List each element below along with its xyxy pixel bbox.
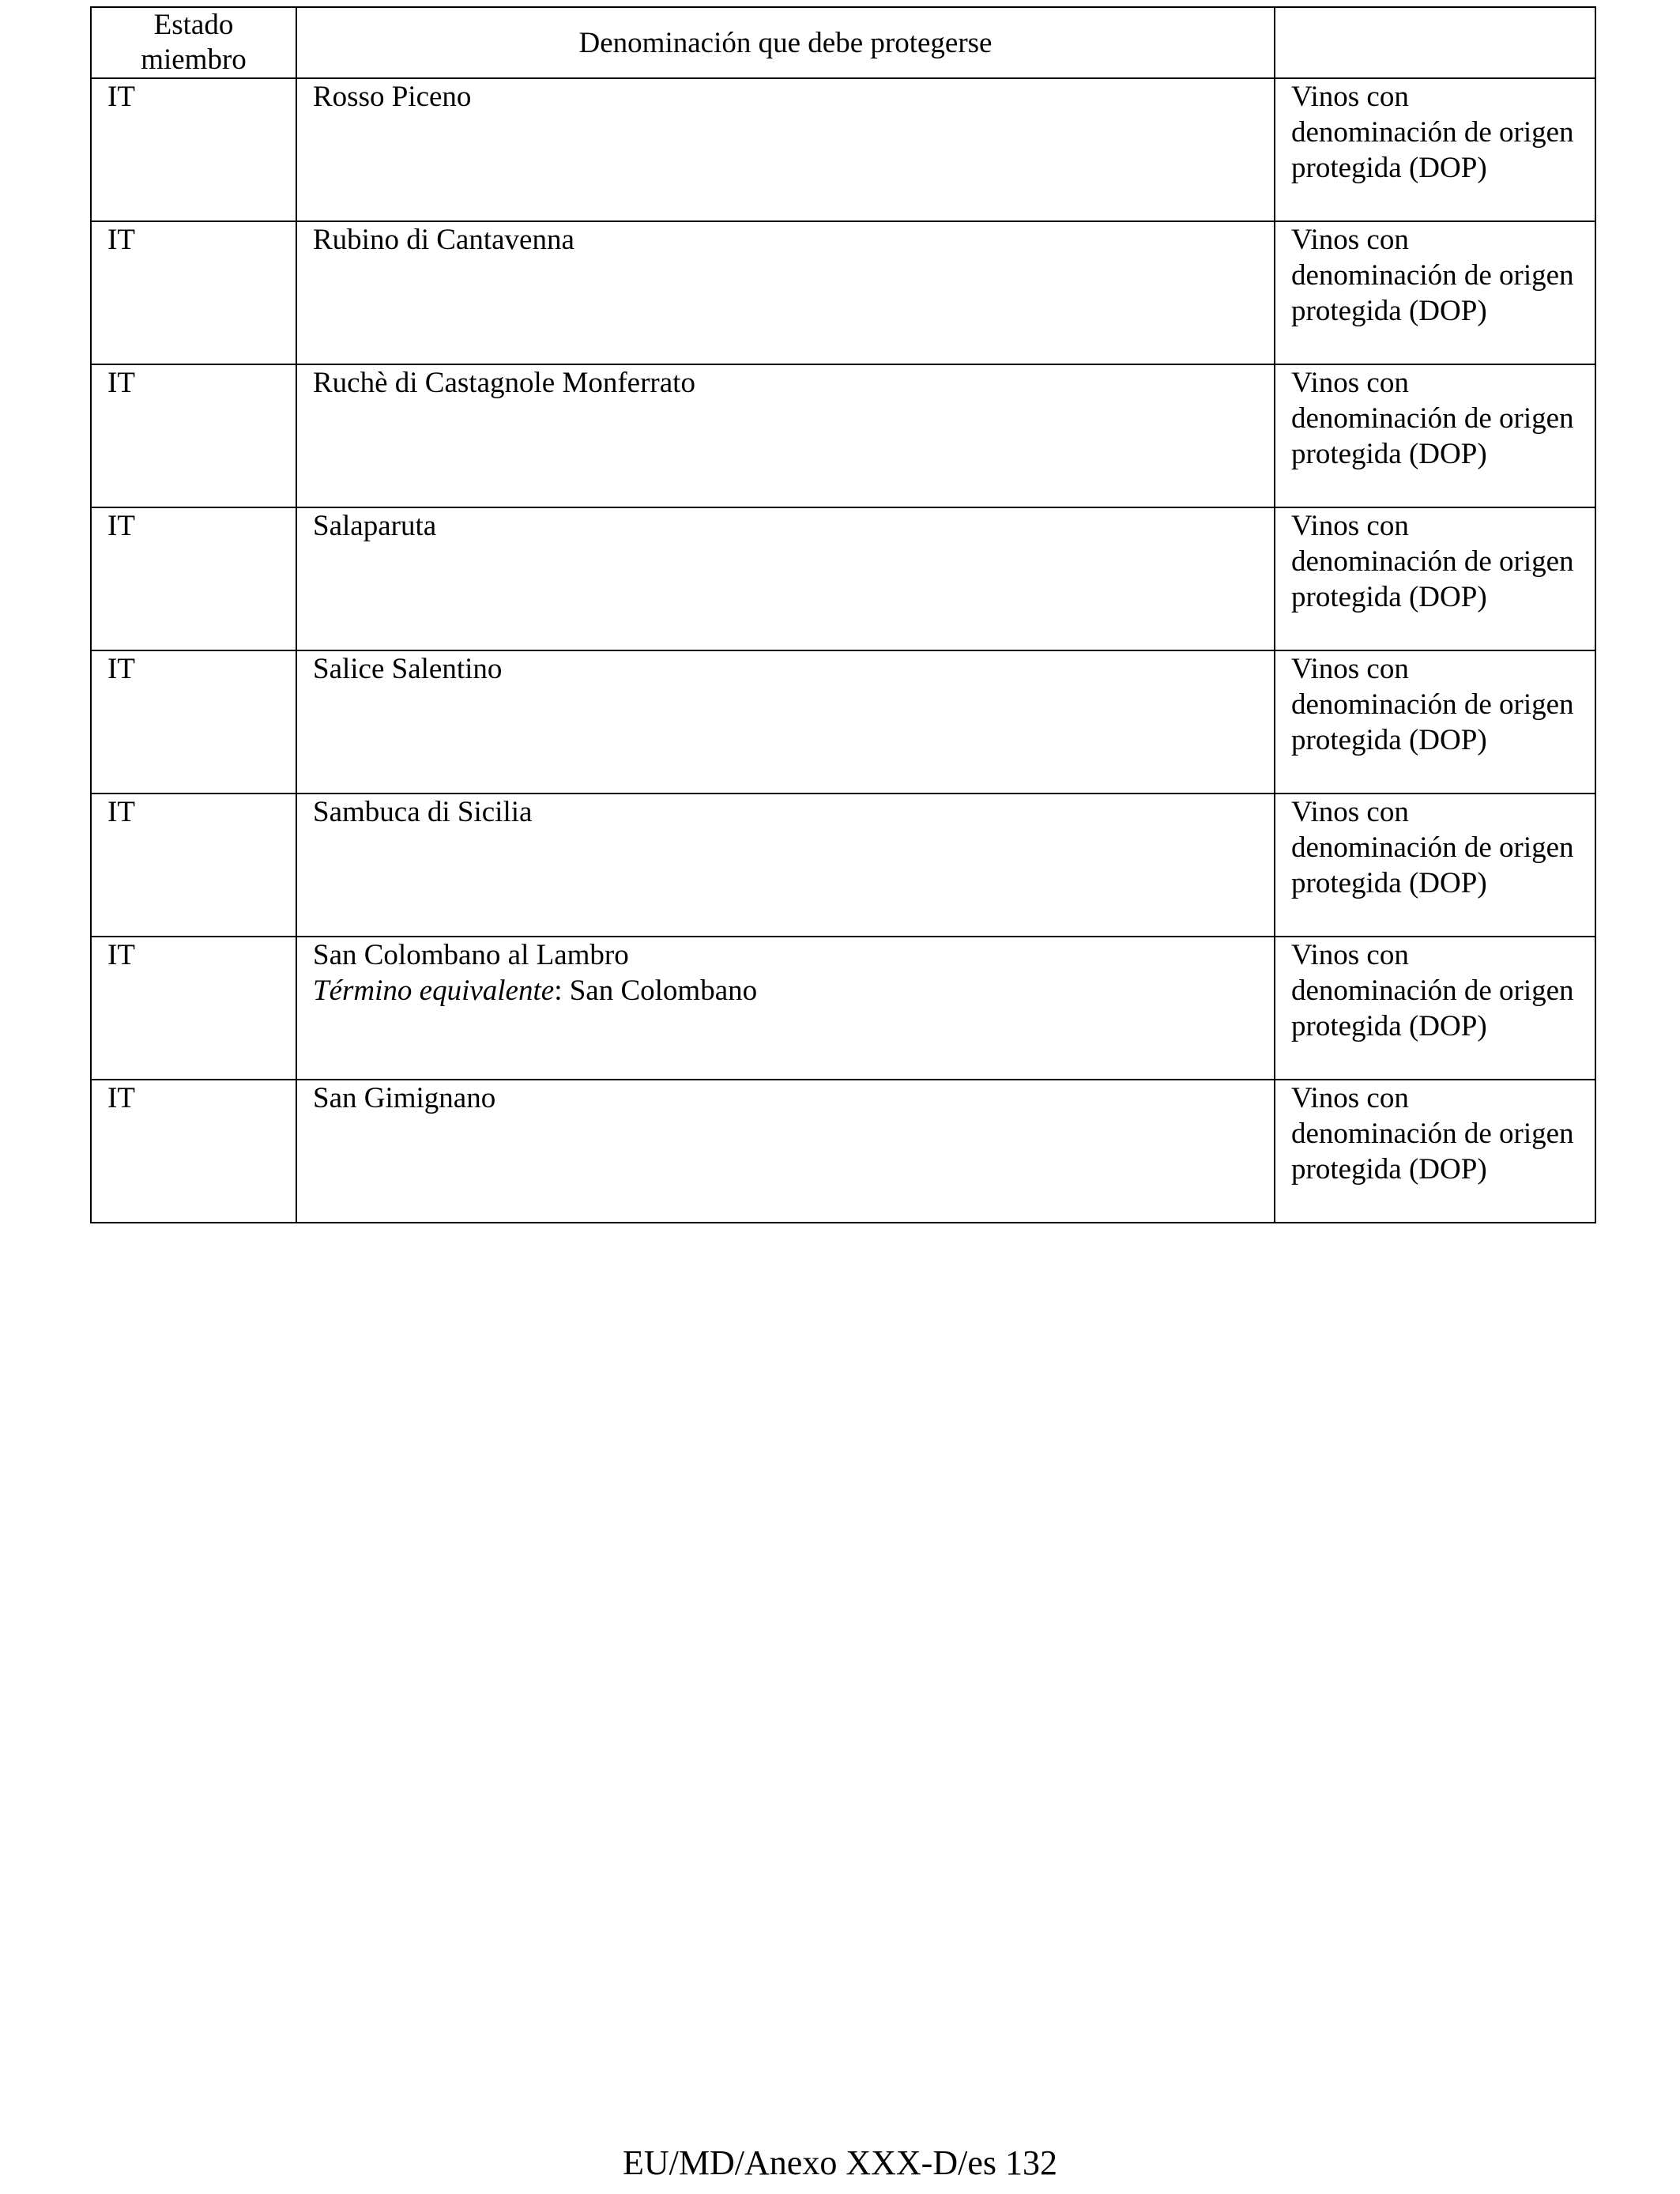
equivalent-term-label: Término equivalente bbox=[313, 974, 555, 1007]
cell-category: Vinos con denominación de origen protegida (DOP) bbox=[1275, 1080, 1595, 1223]
cell-name bbox=[296, 650, 1275, 794]
cell-state: IT bbox=[91, 650, 296, 794]
protected-name: San Colombano al Lambro bbox=[313, 939, 629, 971]
table-body bbox=[91, 78, 1595, 1223]
cell-state: IT bbox=[91, 794, 296, 937]
equivalent-term bbox=[313, 973, 1258, 1008]
cell-state: IT bbox=[91, 78, 296, 221]
table-row bbox=[91, 78, 1595, 221]
protected-name: San Gimignano bbox=[313, 1082, 496, 1114]
table-header-row bbox=[91, 7, 1595, 78]
table-row bbox=[91, 650, 1595, 794]
cell-name bbox=[296, 937, 1275, 1080]
cell-name bbox=[296, 794, 1275, 937]
cell-name bbox=[296, 1080, 1275, 1223]
cell-name bbox=[296, 507, 1275, 650]
cell-name bbox=[296, 78, 1275, 221]
cell-state: IT bbox=[91, 1080, 296, 1223]
cell-name bbox=[296, 221, 1275, 364]
equivalent-term-value: : San Colombano bbox=[554, 974, 758, 1007]
cell-category: Vinos con denominación de origen protegida (DOP) bbox=[1275, 507, 1595, 650]
protected-name: Salice Salentino bbox=[313, 653, 503, 685]
cell-category: Vinos con denominación de origen protegida (DOP) bbox=[1275, 650, 1595, 794]
protected-name: Salaparuta bbox=[313, 510, 437, 542]
table-row bbox=[91, 937, 1595, 1080]
header-protected-name: Denominación que debe protegerse bbox=[296, 7, 1275, 78]
protected-name: Rosso Piceno bbox=[313, 81, 472, 113]
cell-category: Vinos con denominación de origen protegida (DOP) bbox=[1275, 78, 1595, 221]
table-row bbox=[91, 1080, 1595, 1223]
cell-category: Vinos con denominación de origen protegida (DOP) bbox=[1275, 364, 1595, 507]
table-row bbox=[91, 221, 1595, 364]
page-footer-reference: EU/MD/Anexo XXX-D/es 132 bbox=[623, 2143, 1057, 2182]
header-category bbox=[1275, 7, 1595, 78]
protected-name: Sambuca di Sicilia bbox=[313, 796, 533, 828]
header-member-state: Estado miembro bbox=[91, 7, 296, 78]
cell-category: Vinos con denominación de origen protegida (DOP) bbox=[1275, 937, 1595, 1080]
protected-names-table bbox=[90, 6, 1596, 1223]
cell-state: IT bbox=[91, 221, 296, 364]
cell-state: IT bbox=[91, 937, 296, 1080]
cell-name bbox=[296, 364, 1275, 507]
cell-category: Vinos con denominación de origen protegida (DOP) bbox=[1275, 794, 1595, 937]
table-row bbox=[91, 364, 1595, 507]
table-row bbox=[91, 507, 1595, 650]
table-row bbox=[91, 794, 1595, 937]
cell-state: IT bbox=[91, 507, 296, 650]
cell-state: IT bbox=[91, 364, 296, 507]
cell-category: Vinos con denominación de origen protegida (DOP) bbox=[1275, 221, 1595, 364]
protected-name: Rubino di Cantavenna bbox=[313, 224, 574, 256]
protected-name: Ruchè di Castagnole Monferrato bbox=[313, 367, 695, 399]
